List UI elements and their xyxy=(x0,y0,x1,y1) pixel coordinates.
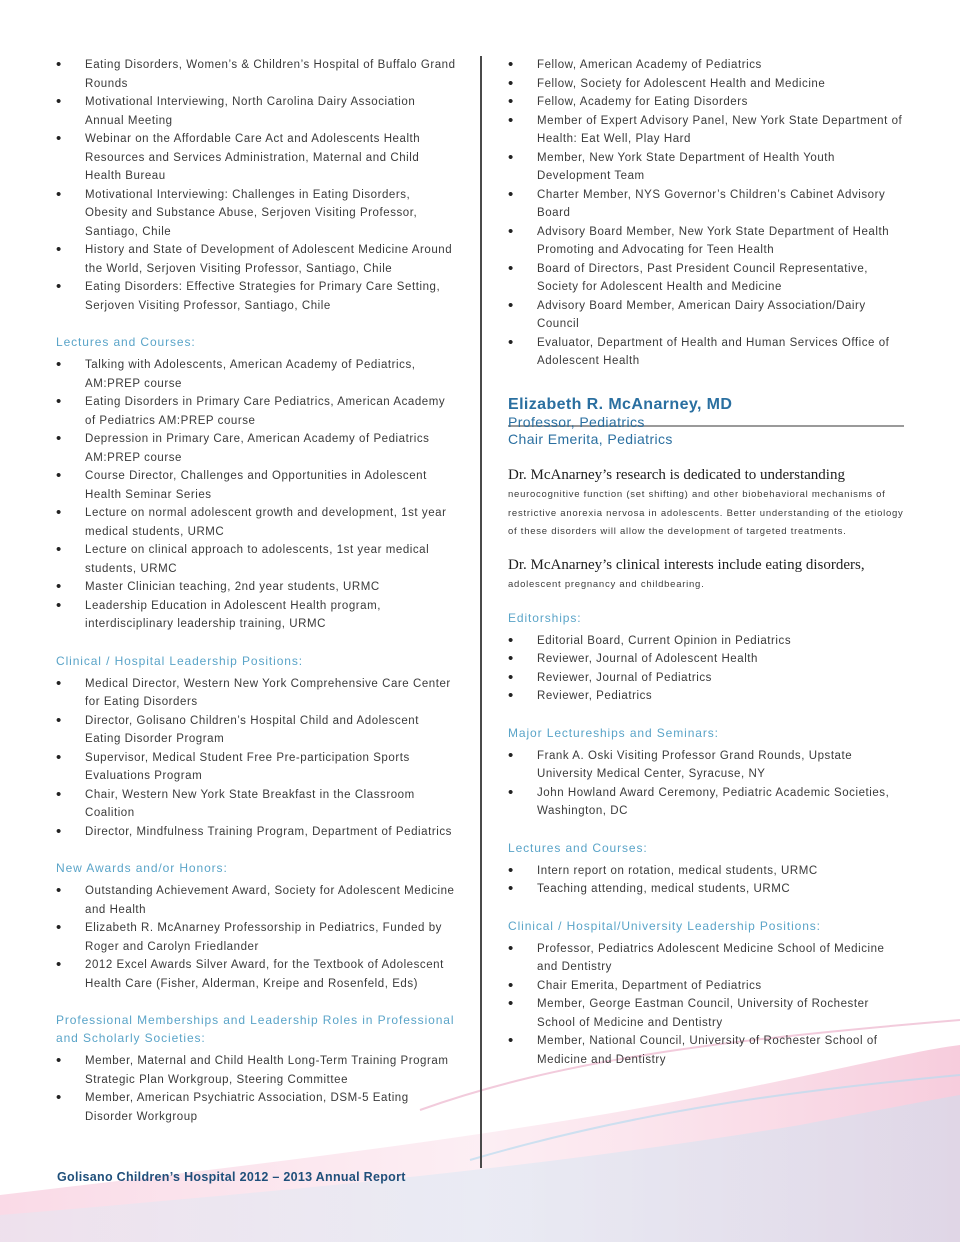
research-paragraph xyxy=(508,466,908,542)
lectures-heading: Lectures and Courses: xyxy=(56,335,196,349)
lectures-heading: Lectures and Courses: xyxy=(508,840,648,855)
research-text: neurocognitive function (set shifting) and other biobehavioral mechanisms of restrictive anorexia nervosa in adolescents. Better understanding of the etiology of these disorders will allow the development of targeted treatments. xyxy=(508,489,904,537)
list-item: • Reviewer, Journal of Adolescent Health xyxy=(508,650,908,669)
editorships-list xyxy=(508,632,908,706)
left-column xyxy=(56,56,456,1126)
list-item: • Lecture on clinical approach to adolescents, 1st year medical students, URMC xyxy=(56,541,456,578)
list-item: • Advisory Board Member, New York State Department of Health Promoting and Advocating for Teen Health xyxy=(508,223,908,260)
list-item: • Supervisor, Medical Student Free Pre-participation Sports Evaluations Program xyxy=(56,749,456,786)
clinical-interests-paragraph xyxy=(508,556,908,595)
list-item: • Chair, Western New York State Breakfast in the Classroom Coalition xyxy=(56,786,456,823)
list-item: • Lecture on normal adolescent growth and development, 1st year medical students, URMC xyxy=(56,504,456,541)
list-item: • Member, George Eastman Council, University of Rochester School of Medicine and Dentistry xyxy=(508,995,908,1032)
list-item: • Outstanding Achievement Award, Society for Adolescent Medicine and Health xyxy=(56,882,456,919)
list-item: • Motivational Interviewing, North Carolina Dairy Association Annual Meeting xyxy=(56,93,456,130)
list-item: • Director, Golisano Children’s Hospital Child and Adolescent Eating Disorder Program xyxy=(56,712,456,749)
list-item: • Leadership Education in Adolescent Health program, interdisciplinary leadership training, URMC xyxy=(56,597,456,634)
list-item: • Director, Mindfulness Training Program, Department of Pediatrics xyxy=(56,823,456,842)
list-item: • 2012 Excel Awards Silver Award, for the Textbook of Adolescent Health Care (Fisher, Alderman, Kreipe and Rosenfeld, Eds) xyxy=(56,956,456,993)
profile-name: Elizabeth R. McAnarney, MD xyxy=(508,395,733,413)
list-item: • Reviewer, Journal of Pediatrics xyxy=(508,669,908,688)
list-item: • Advisory Board Member, American Dairy Association/Dairy Council xyxy=(508,297,908,334)
clinical-text: adolescent pregnancy and childbearing. xyxy=(508,579,705,590)
list-item: • Charter Member, NYS Governor’s Children’s Cabinet Advisory Board xyxy=(508,186,908,223)
list-item: • Talking with Adolescents, American Academy of Pediatrics, AM:PREP course xyxy=(56,356,456,393)
list-item: • Evaluator, Department of Health and Human Services Office of Adolescent Health xyxy=(508,334,908,371)
clinical-heading: Clinical / Hospital/University Leadership Positions: xyxy=(508,918,821,933)
major-lectureships-list xyxy=(508,747,908,821)
awards-heading: New Awards and/or Honors: xyxy=(56,861,228,875)
right-column xyxy=(508,56,908,1069)
list-item: • John Howland Award Ceremony, Pediatric Academic Societies, Washington, DC xyxy=(508,784,908,821)
list-item: • Eating Disorders: Effective Strategies for Primary Care Setting, Serjoven Visiting Professor, Santiago, Chile xyxy=(56,278,456,315)
list-item: • Fellow, Society for Adolescent Health and Medicine xyxy=(508,75,908,94)
list-item: • Frank A. Oski Visiting Professor Grand Rounds, Upstate University Medical Center, Syracuse, NY xyxy=(508,747,908,784)
list-item: • Member, New York State Department of Health Youth Development Team xyxy=(508,149,908,186)
list-item: • Member, Maternal and Child Health Long-Term Training Program Strategic Plan Workgroup, Steering Committee xyxy=(56,1052,456,1089)
list-item: • Fellow, Academy for Eating Disorders xyxy=(508,93,908,112)
list-item: • Member, American Psychiatric Association, DSM-5 Eating Disorder Workgroup xyxy=(56,1089,456,1126)
lectures-list xyxy=(56,356,456,634)
list-item: • Eating Disorders, Women’s & Children’s Hospital of Buffalo Grand Rounds xyxy=(56,56,456,93)
list-item: • Motivational Interviewing: Challenges in Eating Disorders, Obesity and Substance Abuse, Serjoven Visiting Professor, Santiago, Chile xyxy=(56,186,456,242)
list-item: • Eating Disorders in Primary Care Pediatrics, American Academy of Pediatrics AM:PREP course xyxy=(56,393,456,430)
research-lead: Dr. McAnarney’s research is dedicated to understanding xyxy=(508,466,845,483)
clinical-lead: Dr. McAnarney’s clinical interests include eating disorders, xyxy=(508,556,865,573)
list-item: • Professor, Pediatrics Adolescent Medicine School of Medicine and Dentistry xyxy=(508,940,908,977)
list-item: • Member, National Council, University of Rochester School of Medicine and Dentistry xyxy=(508,1032,908,1069)
list-item: • Medical Director, Western New York Comprehensive Care Center for Eating Disorders xyxy=(56,675,456,712)
list-item: • Elizabeth R. McAnarney Professorship in Pediatrics, Funded by Roger and Carolyn Friedlander xyxy=(56,919,456,956)
presentations-list xyxy=(56,56,456,315)
major-lectureships-heading: Major Lectureships and Seminars: xyxy=(508,725,719,740)
column-divider xyxy=(480,56,482,1168)
list-item: • Editorial Board, Current Opinion in Pediatrics xyxy=(508,632,908,651)
memberships-list xyxy=(56,1052,456,1126)
list-item: • Fellow, American Academy of Pediatrics xyxy=(508,56,908,75)
profile-title: Chair Emerita, Pediatrics xyxy=(508,431,673,447)
memberships-continued-list xyxy=(508,56,908,371)
clinical-heading: Clinical / Hospital Leadership Positions: xyxy=(56,653,304,668)
list-item: • Teaching attending, medical students, URMC xyxy=(508,880,908,899)
list-item: • Chair Emerita, Department of Pediatrics xyxy=(508,977,908,996)
editorships-heading: Editorships: xyxy=(508,610,582,625)
report-footer: Golisano Children’s Hospital 2012 – 2013 Annual Report xyxy=(57,1170,406,1184)
list-item: • Depression in Primary Care, American Academy of Pediatrics AM:PREP course xyxy=(56,430,456,467)
list-item: • Webinar on the Affordable Care Act and Adolescents Health Resources and Services Administration, Maternal and Child Health Bureau xyxy=(56,130,456,186)
awards-list xyxy=(56,882,456,993)
profile-block xyxy=(508,396,908,449)
list-item: • Course Director, Challenges and Opportunities in Adolescent Health Seminar Series xyxy=(56,467,456,504)
clinical-list xyxy=(56,675,456,842)
list-item: • Intern report on rotation, medical students, URMC xyxy=(508,862,908,881)
clinical-list xyxy=(508,940,908,1070)
list-item: • History and State of Development of Adolescent Medicine Around the World, Serjoven Visiting Professor, Santiago, Chile xyxy=(56,241,456,278)
lectures-list xyxy=(508,862,908,899)
list-item: • Reviewer, Pediatrics xyxy=(508,687,908,706)
profile-title: Professor, Pediatrics xyxy=(508,413,645,430)
list-item: • Member of Expert Advisory Panel, New York State Department of Health: Eat Well, Play Hard xyxy=(508,112,908,149)
list-item: • Master Clinician teaching, 2nd year students, URMC xyxy=(56,578,456,597)
memberships-heading: Professional Memberships and Leadership Roles in Professional and Scholarly Societies: xyxy=(56,1013,455,1045)
list-item: • Board of Directors, Past President Council Representative, Society for Adolescent Health and Medicine xyxy=(508,260,908,297)
